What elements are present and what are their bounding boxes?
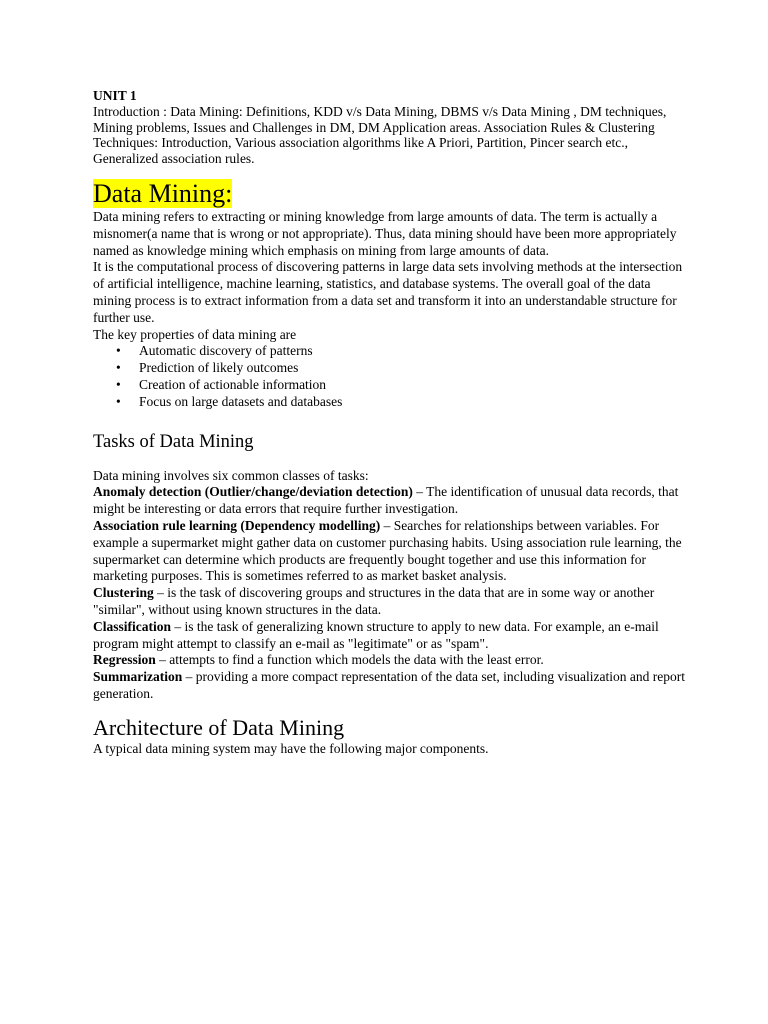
task-term: Association rule learning (Dependency modelling) bbox=[93, 517, 381, 533]
list-item bbox=[116, 343, 688, 360]
bullet-icon: • bbox=[116, 343, 121, 359]
definition-paragraph-1: Data mining refers to extracting or mining knowledge from large amounts of data. The term is actually a misnomer(a name that is wrong or not appropriate). Thus, data mining should have been more appropriately named as knowledge mining which emphasis on mining from large amounts of data. bbox=[93, 209, 677, 258]
data-mining-heading-text: Data Mining: bbox=[93, 179, 233, 208]
task-term: Regression bbox=[93, 652, 156, 668]
task-term: Anomaly detection (Outlier/change/deviation detection) bbox=[93, 484, 413, 500]
definition-paragraph-2: It is the computational process of discovering patterns in large data sets involving methods at the intersection of artificial intelligence, machine learning, statistics, and database systems. The overall goal of the data mining process is to extract information from a data set and transform it into an understandable structure for further use. bbox=[93, 259, 683, 325]
bullet-icon: • bbox=[116, 360, 121, 376]
task-association-rule-learning bbox=[93, 518, 688, 585]
data-mining-heading bbox=[93, 179, 688, 209]
list-item bbox=[116, 376, 688, 394]
bullet-icon: • bbox=[116, 376, 121, 392]
key-properties-list bbox=[93, 343, 688, 410]
task-desc: – Searches for relationships between variables. For example a supermarket might gather data on customer purchasing habits. Using association rule learning, the supermarket can determine which products are frequently bought together and use this information for marketing purposes. This is sometimes referred to as market basket analysis. bbox=[93, 517, 682, 584]
task-term: Summarization bbox=[93, 669, 183, 685]
unit-title: UNIT 1 bbox=[93, 88, 137, 103]
task-term: Classification bbox=[93, 618, 172, 634]
unit-intro: Introduction : Data Mining: Definitions, KDD v/s Data Mining, DBMS v/s Data Mining , DM techniques, Mining problems, Issues and Challenges in DM, DM Application areas. Association Rules & Clustering Techniques: Introduction, Various association algorithms like A Priori, Partition, Pincer search etc., Generalized association rules. bbox=[93, 104, 667, 166]
architecture-text: A typical data mining system may have the following major components. bbox=[93, 740, 489, 756]
task-desc: – is the task of generalizing known structure to apply to new data. For example, an e-mail program might attempt to classify an e-mail as "legitimate" or as "spam". bbox=[93, 618, 659, 651]
list-item-text: Focus on large datasets and databases bbox=[139, 393, 343, 409]
list-item bbox=[116, 360, 688, 377]
task-desc: – is the task of discovering groups and structures in the data that are in some way or another "similar", without using known structures in the data. bbox=[93, 585, 655, 617]
architecture-heading: Architecture of Data Mining bbox=[93, 714, 345, 740]
list-item-text: Prediction of likely outcomes bbox=[139, 360, 299, 376]
tasks-heading: Tasks of Data Mining bbox=[93, 431, 254, 452]
tasks-intro: Data mining involves six common classes of tasks: bbox=[93, 467, 369, 483]
task-anomaly-detection bbox=[93, 484, 688, 518]
bullet-icon: • bbox=[116, 393, 121, 409]
list-item-text: Creation of actionable information bbox=[139, 376, 327, 392]
task-term: Clustering bbox=[93, 585, 154, 601]
task-desc: – attempts to find a function which models the data with the least error. bbox=[155, 652, 544, 668]
task-summarization bbox=[93, 669, 688, 703]
task-classification bbox=[93, 619, 688, 653]
list-item bbox=[116, 393, 688, 411]
task-desc: – The identification of unusual data records, that might be interesting or data errors that require further investigation. bbox=[93, 484, 679, 517]
task-regression bbox=[93, 652, 688, 669]
key-properties-lead: The key properties of data mining are bbox=[93, 326, 297, 342]
list-item-text: Automatic discovery of patterns bbox=[139, 343, 313, 359]
task-desc: – providing a more compact representation of the data set, including visualization and report generation. bbox=[93, 669, 685, 701]
task-clustering bbox=[93, 585, 688, 619]
